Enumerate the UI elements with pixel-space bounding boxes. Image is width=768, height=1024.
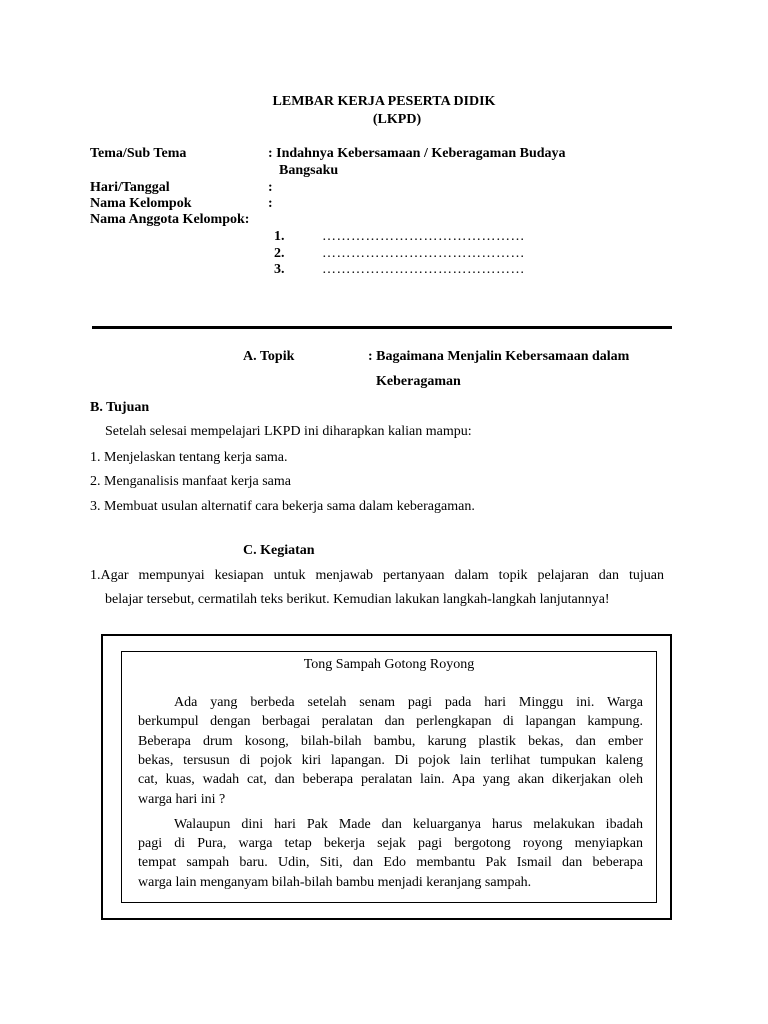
story-paragraph-line: pagi di Pura, warga tetap bekerja sejak pagi bergotong royong menyiapkan [138,836,643,851]
tema-value: : Indahnya Kebersamaan / Keberagaman Budaya [268,146,566,161]
story-paragraph-line: bekas, tersusun di pojok kiri lapangan. Di pojok lain terlihat tumpukan kaleng [138,753,643,768]
story-paragraph-line: cat, kuas, wadah cat, dan beberapa peralatan lain. Apa yang akan dikerjakan oleh [138,772,643,787]
topik-label: A. Topik [243,349,295,364]
document-subtitle: (LKPD) [372,112,422,127]
tujuan-heading: B. Tujuan [90,400,150,415]
story-paragraph-line: Beberapa drum kosong, bilah-bilah bambu, karung plastik bekas, dan ember [138,734,643,749]
member-blank: …………………………………… [322,229,525,244]
member-blank: …………………………………… [322,246,525,261]
topik-value-continued: Keberagaman [376,374,461,389]
member-number: 2. [274,246,285,261]
tanggal-label: Hari/Tanggal [90,180,170,195]
document-title: LEMBAR KERJA PESERTA DIDIK [272,94,496,109]
member-blank: …………………………………… [322,262,525,277]
story-paragraph-line: Ada yang berbeda setelah senam pagi pada hari Minggu ini. Warga [174,695,643,710]
kegiatan-instruction-continued: belajar tersebut, cermatilah teks berikut. Kemudian lakukan langkah-langkah lanjutannya! [105,592,610,607]
story-paragraph-line: Walaupun dini hari Pak Made dan keluarganya harus melakukan ibadah [174,817,643,832]
tujuan-item: 1. Menjelaskan tentang kerja sama. [90,450,288,465]
story-paragraph-line: berkumpul dengan berbagai peralatan dan perlengkapan di lapangan kampung. [138,714,643,729]
story-paragraph-line: tempat sampah baru. Udin, Siti, dan Edo membantu Pak Ismail dan beberapa [138,855,643,870]
anggota-label: Nama Anggota Kelompok: [90,212,250,227]
kelompok-colon: : [268,196,273,211]
tujuan-intro: Setelah selesai mempelajari LKPD ini diharapkan kalian mampu: [105,424,472,439]
kegiatan-instruction: 1.Agar mempunyai kesiapan untuk menjawab pertanyaan dalam topik pelajaran dan tujuan [90,568,664,583]
member-number: 1. [274,229,285,244]
topik-value: : Bagaimana Menjalin Kebersamaan dalam [368,349,630,364]
story-paragraph-line: warga lain menganyam bilah-bilah bambu menjadi keranjang sampah. [138,875,532,890]
tema-label: Tema/Sub Tema [90,146,187,161]
tujuan-item: 2. Menganalisis manfaat kerja sama [90,474,291,489]
kelompok-label: Nama Kelompok [90,196,192,211]
tujuan-item: 3. Membuat usulan alternatif cara bekerja sama dalam keberagaman. [90,499,475,514]
member-number: 3. [274,262,285,277]
tema-value-continued: Bangsaku [279,163,339,178]
section-divider [92,326,672,329]
tanggal-colon: : [268,180,273,195]
kegiatan-heading: C. Kegiatan [243,543,315,558]
story-paragraph-line: warga hari ini ? [138,792,226,807]
story-title: Tong Sampah Gotong Royong [303,657,475,672]
